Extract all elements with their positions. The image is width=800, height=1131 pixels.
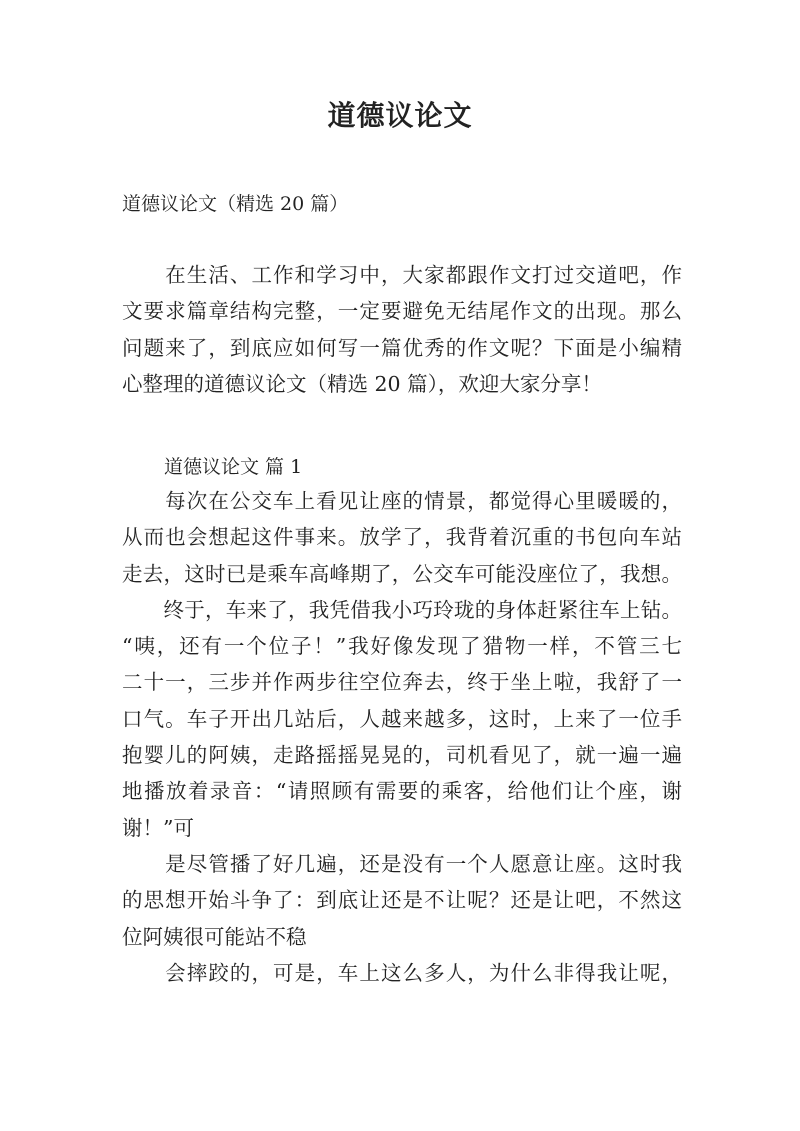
- body-line: 地播放着录音：“请照顾有需要的乘客，给他们让个座，谢: [122, 779, 682, 804]
- intro-line: 心整理的道德议论文（精选 20 篇），欢迎大家分享！: [122, 371, 602, 396]
- body-line: 会摔跤的，可是，车上这么多人，为什么非得我让呢，: [122, 960, 682, 985]
- intro-line: 在生活、工作和学习中，大家都跟作文打过交道吧，作: [122, 263, 682, 287]
- body-line: 从而也会想起这件事来。放学了，我背着沉重的书包向车站: [122, 525, 682, 550]
- body-line: 二十一，三步并作两步往空位奔去，终于坐上啦，我舒了一: [122, 670, 682, 695]
- body-line: 谢！”可: [122, 815, 194, 840]
- document-title: 道德议论文: [327, 99, 473, 132]
- body-line: 抱婴儿的阿姨，走路摇摇晃晃的，司机看见了，就一遍一遍: [122, 743, 682, 768]
- body-line: 位阿姨很可能站不稳: [122, 924, 307, 949]
- document-subtitle: 道德议论文（精选 20 篇）: [122, 193, 349, 215]
- body-line: “咦，还有一个位子！”我好像发现了猎物一样，不管三七: [122, 634, 682, 659]
- body-line: 每次在公交车上看见让座的情景，都觉得心里暖暖的，: [122, 489, 682, 513]
- intro-paragraph: [122, 259, 682, 404]
- body-line: 走去，这时已是乘车高峰期了，公交车可能没座位了，我想。: [122, 561, 682, 586]
- essay-body: [122, 485, 682, 993]
- body-line: 口气。车子开出几站后，人越来越多，这时，上来了一位手: [122, 706, 682, 731]
- intro-line: 问题来了，到底应如何写一篇优秀的作文呢？下面是小编精: [122, 335, 682, 360]
- body-line: 是尽管播了好几遍，还是没有一个人愿意让座。这时我: [122, 851, 682, 876]
- section-heading: 道德议论文 篇 1: [164, 456, 303, 478]
- intro-line: 文要求篇章结构完整，一定要避免无结尾作文的出现。那么: [122, 299, 682, 324]
- body-line: 终于，车来了，我凭借我小巧玲珑的身体赶紧往车上钻。: [122, 597, 682, 622]
- body-line: 的思想开始斗争了：到底让还是不让呢？还是让吧，不然这: [122, 888, 682, 913]
